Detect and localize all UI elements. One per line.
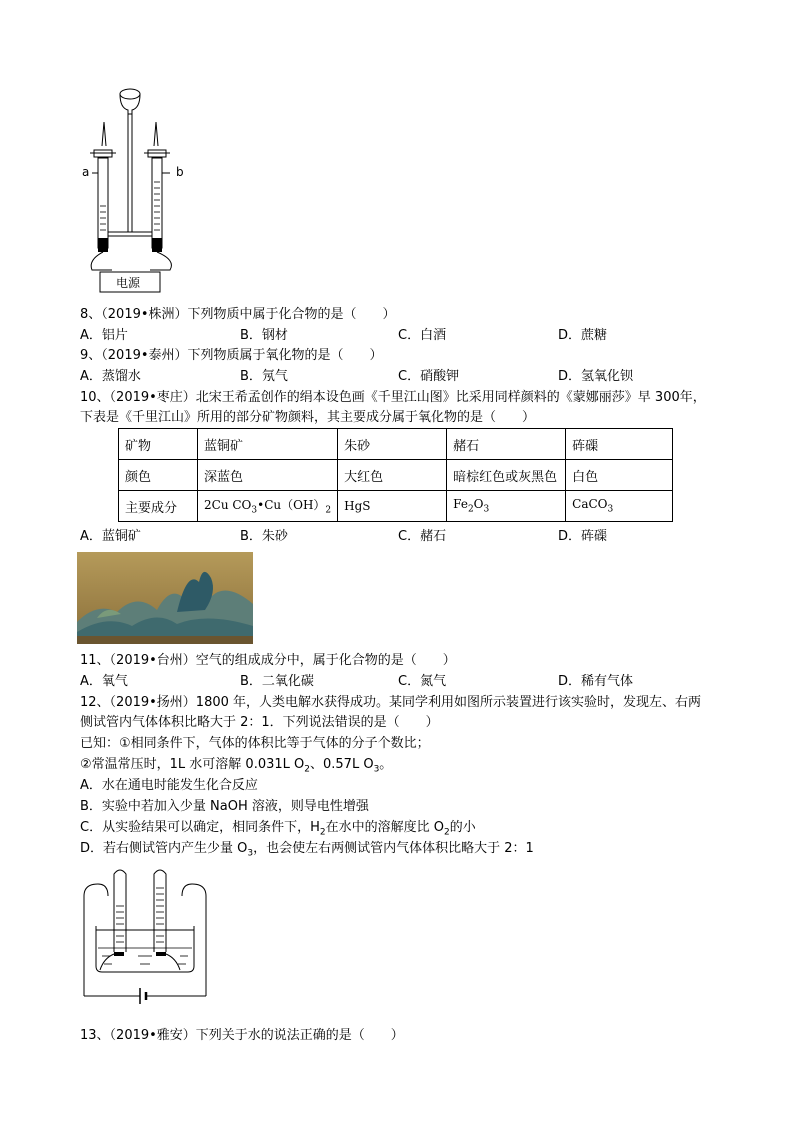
q12-stem-line1: 12、（2019•扬州）1800 年，人类电解水获得成功。某同学利用如图所示装置进行该实验时，发现左、右两 [80,695,702,710]
table-row [119,491,673,522]
table-cell: 砗磲 [566,429,673,460]
q8-option-a[interactable]: A．铝片 [80,328,128,343]
q9-stem: 9、（2019•泰州）下列物质属于氧化物的是（ ） [80,348,383,363]
q12-option-a[interactable]: A．水在通电时能发生化合反应 [80,778,258,793]
mineral-pigment-table [118,428,673,522]
power-source-label: 电源 [116,276,141,290]
table-cell: 朱砂 [338,429,447,460]
q11-stem: 11、（2019•台州）空气的组成成分中，属于化合物的是（ ） [80,653,456,668]
q8-options [80,327,720,345]
q10-option-c[interactable]: C．赭石 [398,529,447,544]
q11-option-a[interactable]: A．氧气 [80,674,128,689]
q10-options [80,528,720,546]
q9-option-d[interactable]: D．氢氧化钡 [558,369,634,384]
q9-option-c[interactable]: C．硝酸钾 [398,369,460,384]
q12-option-c[interactable]: C．从实验结果可以确定，相同条件下，$H_2$在水中的溶解度比 $O_2$的小 [80,820,476,838]
electrolysis-apparatus-figure [78,84,198,296]
q10-option-b[interactable]: B．朱砂 [240,529,288,544]
q11-options [80,673,720,691]
formula-azurite: 2Cu $CO_3•Cu(OH)_2$ [198,491,338,522]
q12-option-d[interactable]: D．若右侧试管内产生少量 $O_3$，也会使左右两侧试管内气体体积比略大于 2：1 [80,841,534,859]
q8-option-c[interactable]: C．白酒 [398,328,447,343]
q12-known-2: ②常温常压时，1L 水可溶解 0.031L $O_2$、0.57L $O_3$。 [80,757,393,775]
electrolysis-beaker-figure [80,866,210,1006]
q10-option-d[interactable]: D．砗磲 [558,529,608,544]
q8-option-b[interactable]: B．钢材 [240,328,288,343]
q12-option-b[interactable]: B．实验中若加入少量 NaOH 溶液，则导电性增强 [80,799,369,814]
q13-stem: 13、（2019•雅安）下列关于水的说法正确的是（ ） [80,1028,404,1043]
label-b: b [176,165,184,179]
landscape-painting-image [77,552,253,644]
table-cell: 主要成分 [119,491,198,522]
q11-option-c[interactable]: C．氮气 [398,674,447,689]
formula-cinnabar: HgS [338,491,447,522]
q10-option-a[interactable]: A．蓝铜矿 [80,529,141,544]
q12-known-1: 已知：①相同条件下，气体的体积比等于气体的分子个数比； [80,736,430,751]
table-row [119,429,673,460]
q11-option-b[interactable]: B．二氧化碳 [240,674,314,689]
table-cell: 赭石 [447,429,566,460]
table-cell: 蓝铜矿 [198,429,338,460]
table-cell: 暗棕红色或灰黑色 [447,460,566,491]
q9-option-b[interactable]: B．氖气 [240,369,288,384]
table-cell: 深蓝色 [198,460,338,491]
table-cell: 大红色 [338,460,447,491]
formula-calcite: CaCO$_3$ [566,491,673,522]
q8-option-d[interactable]: D．蔗糖 [558,328,608,343]
q12-stem-line2: 侧试管内气体体积比略大于 2：1．下列说法错误的是（ ） [80,715,439,730]
label-a: a [82,165,90,179]
q8-stem: 8、（2019•株洲）下列物质中属于化合物的是（ ） [80,307,396,322]
q11-option-d[interactable]: D．稀有气体 [558,674,634,689]
q10-stem-line2: 下表是《千里江山》所用的部分矿物颜料，其主要成分属于氧化物的是（ ） [80,410,536,425]
q9-option-a[interactable]: A．蒸馏水 [80,369,141,384]
table-row [119,460,673,491]
q9-options [80,368,720,386]
table-cell: 颜色 [119,460,198,491]
table-cell: 矿物 [119,429,198,460]
q10-stem-line1: 10、（2019•枣庄）北宋王希孟创作的绢本设色画《千里江山图》比采用同样颜料的《蒙娜丽莎》早 300年， [80,390,706,405]
formula-hematite: $Fe_2O_3$ [447,491,566,522]
table-cell: 白色 [566,460,673,491]
